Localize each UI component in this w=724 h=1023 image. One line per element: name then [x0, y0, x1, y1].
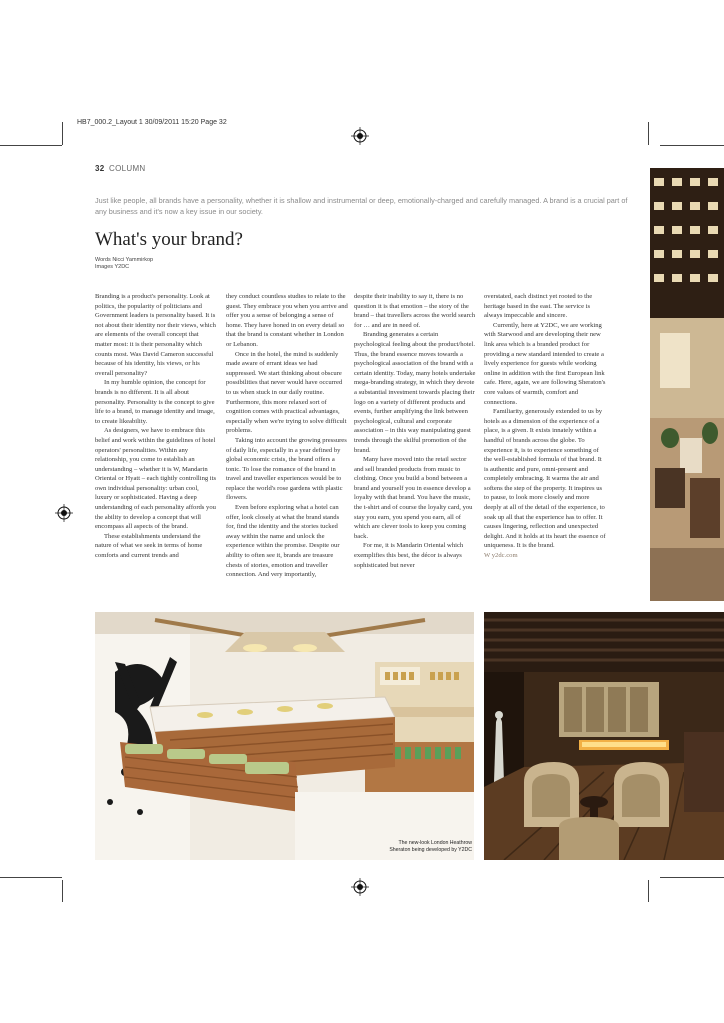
crop-mark	[660, 145, 724, 146]
crop-mark	[0, 877, 62, 878]
lounge-photo	[484, 612, 724, 860]
lobby-photo	[650, 168, 724, 601]
standfirst: Just like people, all brands have a personality, whether it is shallow and instrumental or deep, emotionally-charged and carefully managed. A brand is a crucial part of any business and it's now a key issue in our society.	[95, 196, 628, 216]
text-column-3	[354, 292, 476, 570]
paragraph: Taking into account the growing pressures of daily life, especially in a year defined by global economic crisis, the brand offers a tonic. To lose the romance of the brand in travel and traveller experiences would be to replace the world's rose gardens with plastic flowers.	[226, 436, 347, 502]
paragraph: Once in the hotel, the mind is suddenly made aware of errant ideas we had suppressed. We start thinking about obscure possibilities that never would have occurred to us when stuck in our daily routine. Furthermore, this more relaxed sort of cognition comes with practical advantages, especially when we're trying to solve difficult problems.	[226, 350, 347, 435]
credits	[95, 257, 153, 271]
photo-caption: The new-look London Heathrow Sheraton being developed by Y2DC	[389, 840, 472, 853]
registration-mark-icon	[351, 878, 369, 896]
paragraph: In my humble opinion, the concept for brands is no different. It is all about personality. Personality is the concept to give life to a brand, to manage identity and image, to create likeability.	[95, 379, 215, 425]
paragraph: Branding generates a certain psychological feeling about the product/hotel. Thus, the brand essence moves towards a psychological association of the brand with a certain identity. Today, many hotels undertake mega-branding strategy, in which they devote a substantial investment towards placing their logo on a variety of different products and events, further amplifying the link between psychological, cultural and corporate association – in this way manipulating guest trends through the skilful promotion of the brand.	[354, 331, 476, 454]
paragraph: Branding is a product's personality. Look at politics, the popularity of politicians and Government leaders is personality based. It is not about their identity nor their views, which are elements of the overall concept that matter most: it is their personality which counts most. Was David Cameron successful because of his identity, his views, or his overall personality?	[95, 293, 216, 377]
crop-mark	[648, 880, 649, 902]
crop-mark	[0, 145, 62, 146]
web-address: W y2dc.com	[484, 552, 518, 560]
page-folio	[95, 164, 146, 173]
paragraph: overstated, each distinct yet rooted to the heritage based in the east. The service is always impeccable and sincere.	[484, 293, 593, 320]
crop-mark	[648, 122, 649, 145]
crop-mark	[62, 122, 63, 145]
cafe-counter-photo	[95, 612, 474, 860]
article-headline: What's your brand?	[95, 229, 243, 250]
paragraph: For me, it is Mandarin Oriental which exemplifies this best, the décor is always sophisticated but never	[354, 542, 464, 569]
words-credit: Words Nicci Yammirkop	[95, 257, 154, 263]
paragraph: Many have moved into the retail sector and sell branded products from music to clothing. Once you build a bond between a brand and yourself you in essence develop a loyalty with that brand. You have the music, the t-shirt and of course the loyalty card, you stay you earn, you spend you earn, all of which are clever tools to keep you coming back.	[354, 456, 473, 540]
registration-mark-icon	[351, 127, 369, 145]
print-slug: HB7_000.2_Layout 1 30/09/2011 15:20 Page 32	[77, 119, 227, 126]
paragraph: As designers, we have to embrace this belief and work within the guidelines of hotel operators' personalities. Within any relationship, you come to establish an understanding – whether it is W, Mandarin Oriental or Hyatt – each tightly controlling its own individual personality: urban cool, luxury or sophisticated. Having a deep understanding of each personality affords you the ability to develop a concept that will encompass all aspects of the brand.	[95, 427, 217, 531]
paragraph: despite their inability to say it, there is no question it is that emotion – the story of the brand – that travellers across the world search for … and are in need of.	[354, 293, 476, 329]
text-column-4	[484, 292, 606, 561]
paragraph: Even before exploring what a hotel can offer, look closely at what the brand stands for, find the identity and the stories tucked away within the name and unlock the experience within the promise. Despite our ability to often see it, brands are treasure chests of stories, emotion and traveller connection. And very importantly,	[226, 504, 340, 579]
text-column-1	[95, 292, 217, 561]
crop-mark	[660, 877, 724, 878]
registration-mark-icon	[55, 504, 73, 522]
paragraph: Familiarity, generously extended to us by hotels as a dimension of the experience of a place, is a given. It exists innately within a handful of brands across the globe. To experience it, is to experience something of the well-established formula of that brand. It is authentic and pure, omni-present and completely embracing. It warms the air and softens the step of the property. It inspires us to pause, to look more closely and more deeply at all of the detail of the experience, to soak up all that the experience has to offer. It causes lingering, reflection and unexpected delight. And it holds at its heart the essence of uniqueness. It is the brand.	[484, 408, 606, 550]
paragraph: they conduct countless studies to relate to the guest. They embrace you when you arrive and offer you a sense of belonging a sense of home. They have honed in on every detail so that the brand is constant whether in London or Lebanon.	[226, 293, 348, 348]
crop-mark	[62, 880, 63, 902]
images-credit: Images Y2DC	[95, 264, 130, 270]
page-number: 32	[95, 164, 105, 173]
paragraph: Currently, here at Y2DC, we are working with Starwood and are developing their new link area which is a branded product for providing a new standard intended to create a lively experience for guests while working online in addition with the first European link cafe. Here, again, we are following Sheraton's core values of warmth, comfort and connections.	[484, 321, 606, 406]
text-column-2	[226, 292, 348, 580]
section-label: COLUMN	[109, 164, 146, 173]
paragraph: These establishments understand the nature of what we seek in terms of home comforts and current trends and	[95, 532, 203, 560]
